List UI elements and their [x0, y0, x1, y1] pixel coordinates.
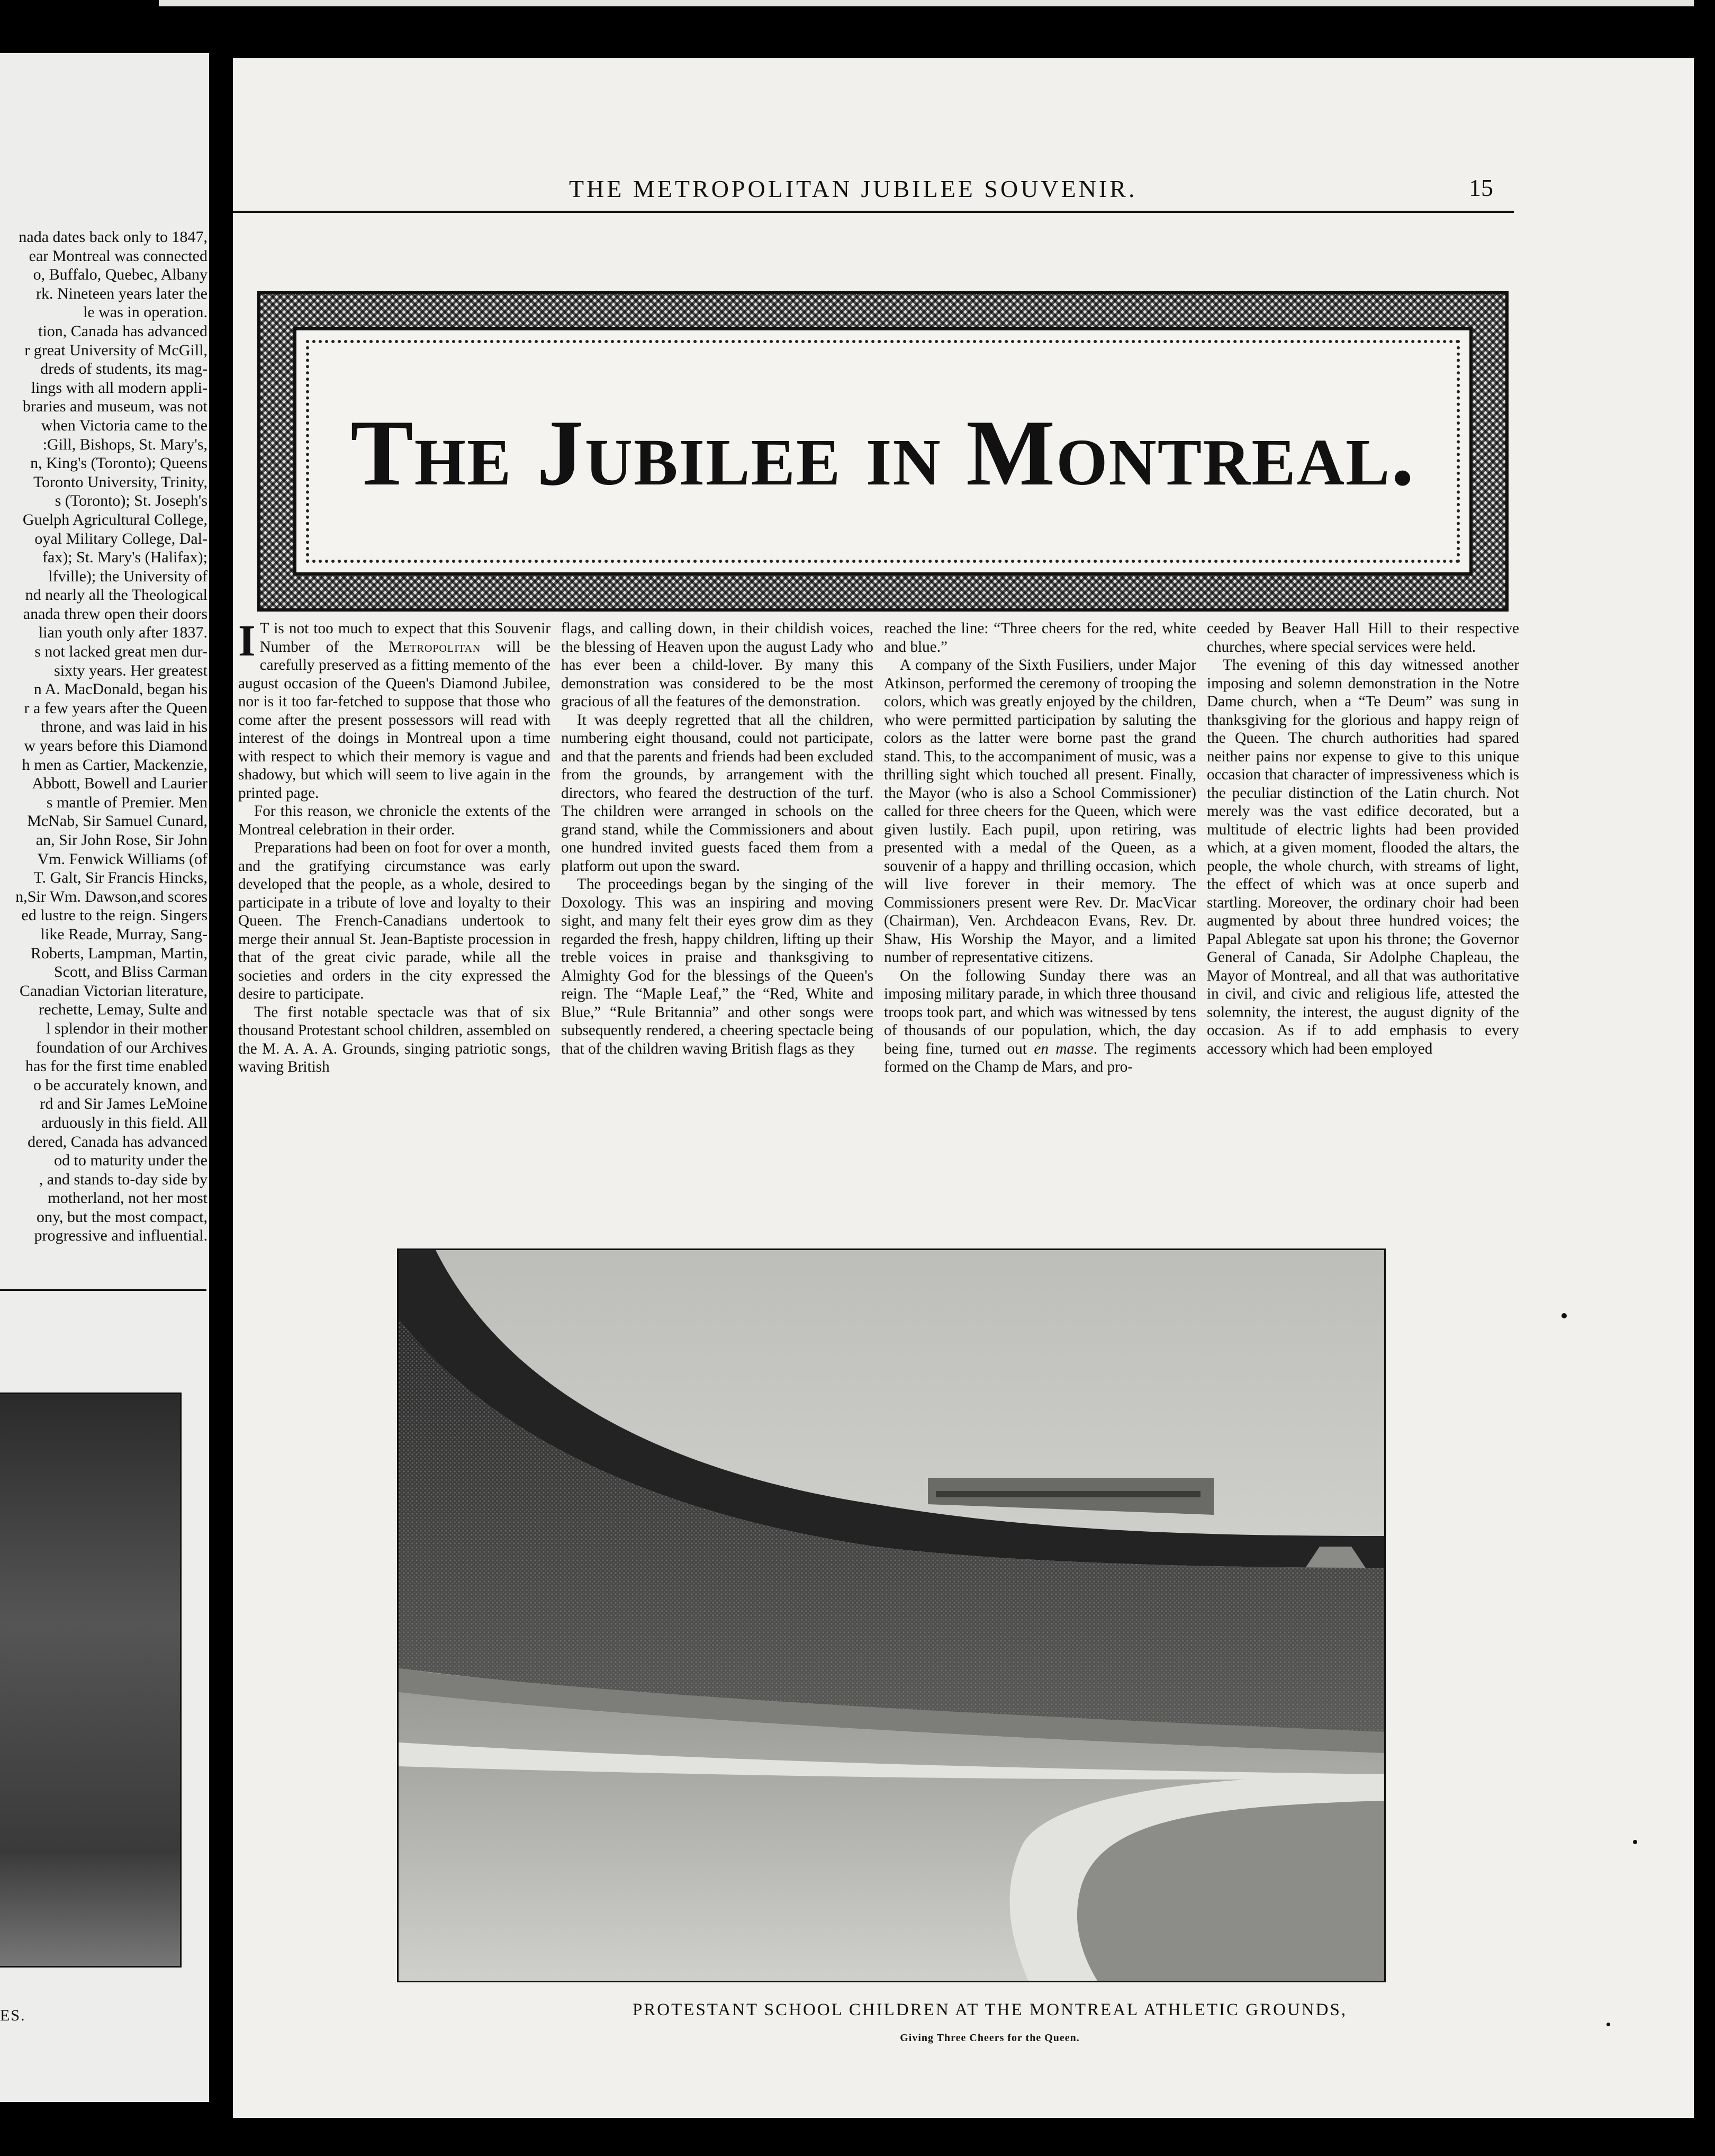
paragraph: A company of the Sixth Fusiliers, under Major Atkinson, performed the ceremony of trooping the colors, which was greatly enjoyed by the children, who were permitted participation by saluting the colors as the latter were borne past the grand stand. This, to the accompaniment of music, was a thrilling sight which touched all present. Finally, the Mayor (who is also a School Commissioner) called for three cheers for the Queen, which were given lustily. Each pupil, upon retiring, was presented with a medal of the Queen, as a souvenir of a happy and thrilling occasion, which will live forever in their memory. The Commissioners present were Rev. Dr. MacVicar (Chairman), Ven. Archdeacon Evans, Rev. Dr. Shaw, His Worship the Mayor, and a limited number of representative citizens. — [884, 657, 1196, 966]
previous-page-line: has for the first time enabled — [25, 1057, 207, 1075]
paragraph: reached the line: “Three cheers for the red, white and blue.” — [884, 620, 1196, 655]
previous-page-line: od to maturity under the — [54, 1152, 207, 1170]
stadium-photograph — [397, 1248, 1386, 1982]
previous-page-line: fax); St. Mary's (Halifax); — [42, 549, 207, 567]
previous-page-line: r a few years after the Queen — [24, 699, 207, 717]
previous-page-line: T. Galt, Sir Francis Hincks, — [33, 869, 207, 887]
previous-page-line: Canadian Victorian literature, — [19, 982, 207, 1000]
previous-page-line: tion, Canada has advanced — [38, 322, 207, 340]
paragraph: On the following Sunday there was an imposing military parade, in which three thousand troops took part, and which was witnessed by tens of thousands of our population, which, the day being fine, turned out en masse. The regiments formed on the Champ de Mars, and pro- — [884, 967, 1196, 1075]
paragraph: The first notable spectacle was that of six thousand Protestant school children, assembled on the M. A. A. A. Grounds, singing patriotic songs, waving British — [238, 1003, 550, 1075]
previous-page-line: Roberts, Lampman, Martin, — [30, 944, 207, 962]
previous-page-line: rk. Nineteen years later the — [35, 284, 207, 302]
paragraph: Preparations had been on foot for over a month, and the gratifying circumstance was early developed that the people, as a whole, desired to participate in a tribute of love and loyalty to their Queen. The French-Canadians undertook to merge their annual St. Jean-Baptiste procession in that of the great civic parade, while all the societies and orders in the city expressed the desire to participate. — [238, 839, 550, 1002]
paragraph: ceeded by Beaver Hall Hill to their respective churches, where special services were held. — [1207, 620, 1519, 655]
previous-page-line: lian youth only after 1837. — [38, 624, 207, 642]
previous-page-fragment — [0, 53, 209, 2102]
title-banner — [257, 291, 1509, 612]
article-column-2 — [561, 619, 873, 1058]
previous-page-line: le was in operation. — [83, 303, 207, 321]
previous-page-line: when Victoria came to the — [41, 416, 207, 434]
photo-caption: PROTESTANT SCHOOL CHILDREN AT THE MONTREAL ATHLETIC GROUNDS, — [632, 2000, 1348, 2019]
previous-page-line: dreds of students, its mag- — [40, 360, 207, 378]
previous-page-line: nd nearly all the Theological — [25, 586, 207, 604]
scan-top-edge — [159, 0, 1694, 6]
previous-page-line: :Gill, Bishops, St. Mary's, — [42, 435, 207, 453]
previous-page-line: n,Sir Wm. Dawson,and scores — [15, 887, 207, 905]
previous-page-line: o, Buffalo, Quebec, Albany — [33, 266, 207, 284]
page — [233, 58, 1694, 2118]
previous-page-line: Scott, and Bliss Carman — [54, 963, 207, 981]
scan-speck — [1561, 1313, 1567, 1318]
running-title: THE METROPOLITAN JUBILEE SOUVENIR. — [569, 175, 1138, 202]
previous-page-photo — [0, 1393, 182, 1968]
previous-page-rule — [0, 1289, 206, 1291]
previous-page-line: rechette, Lemay, Sulte and — [39, 1001, 207, 1019]
magazine-name: Metropolitan — [389, 638, 481, 655]
article-column-1 — [238, 619, 550, 1076]
previous-page-line: braries and museum, was not — [22, 398, 207, 416]
previous-page-line: s mantle of Premier. Men — [46, 793, 207, 811]
previous-page-line: an, Sir John Rose, Sir John — [35, 831, 207, 849]
previous-page-line: r great University of McGill, — [24, 341, 207, 359]
previous-page-line: McNab, Sir Samuel Cunard, — [27, 812, 207, 830]
paragraph: The proceedings began by the singing of the Doxology. This was an inspiring and moving sight, and many felt their eyes grow dim as they regarded the fresh, happy children, lifting up their treble voices in praise and thanksgiving to Almighty God for the blessings of the Queen's reign. The “Maple Leaf,” the “Red, White and Blue,” “Rule Britannia” and other songs were subsequently rendered, a cheering spectacle being that of the children waving British flags as they — [561, 876, 873, 1057]
paragraph: For this reason, we chronicle the extents of the Montreal celebration in their order. — [238, 803, 550, 838]
previous-page-line: throne, and was laid in his — [41, 718, 207, 736]
article-title: The Jubilee in Montreal. — [350, 400, 1415, 505]
page-number: 15 — [1469, 174, 1493, 201]
article-body — [238, 619, 1530, 1207]
previous-page-line: Vm. Fenwick Williams (of — [37, 850, 207, 868]
previous-page-line: foundation of our Archives — [35, 1038, 207, 1056]
previous-page-line: sixty years. Her greatest — [54, 661, 207, 679]
previous-page-line: s not lacked great men dur- — [34, 643, 207, 661]
previous-page-line: motherland, not her most — [48, 1189, 207, 1207]
paragraph: It was deeply regretted that all the children, numbering eight thousand, could not participate, and that the parents and friends had been excluded from the grounds, by arrangement with the directors, who feared the destruction of the turf. The children were arranged in schools on the grand stand, while the Commissioners and about one hundred invited guests faced them from a platform out upon the sward. — [561, 711, 873, 875]
paragraph: flags, and calling down, in their childish voices, the blessing of Heaven upon the august Lady who has ever been a child-lover. By many this demonstration was considered to be the most gracious of all the features of the demonstration. — [561, 620, 873, 710]
previous-page-line: n A. MacDonald, began his — [33, 680, 207, 698]
previous-page-line: ed lustre to the reign. Singers — [21, 906, 207, 924]
previous-page-line: s (Toronto); St. Joseph's — [55, 492, 207, 510]
previous-page-line: ony, but the most compact, — [37, 1208, 207, 1226]
previous-page-line: progressive and influential. — [34, 1227, 207, 1245]
previous-page-line: arduously in this field. All — [41, 1113, 207, 1131]
article-column-3 — [884, 619, 1196, 1076]
previous-page-line: rd and Sir James LeMoine — [40, 1095, 207, 1113]
previous-page-line: nada dates back only to 1847, — [19, 228, 207, 246]
header-rule — [233, 211, 1514, 213]
photo-subcaption: Giving Three Cheers for the Queen. — [900, 2032, 1080, 2044]
previous-page-line: lings with all modern appli- — [31, 379, 207, 397]
previous-page-line: o be accurately known, and — [33, 1076, 207, 1094]
previous-page-line: w years before this Diamond — [24, 737, 207, 755]
previous-page-line: n, King's (Toronto); Queens — [30, 454, 207, 472]
previous-page-line: Abbott, Bowell and Laurier — [32, 775, 207, 793]
emphasis: en masse — [1034, 1040, 1094, 1057]
previous-page-line: h men as Cartier, Mackenzie, — [22, 756, 207, 774]
previous-page-text-column — [0, 228, 207, 1245]
previous-page-line: lfville); the University of — [48, 567, 207, 585]
paragraph: The evening of this day witnessed another imposing and solemn demonstration in the Notre Dame church, when a “Te Deum” was sung in thanksgiving for the glorious and happy reign of the Queen. The church authorities had spared neither pains nor expense to give to this unique occasion that character of impressiveness which is the peculiar distinction of the Latin church. Not merely was the vast edifice decorated, but a multitude of electric lights had been provided which, at a given moment, flooded the altars, the people, the whole church, with streams of light, the effect of which was at once superb and startling. Moreover, the ordinary choir had been augmented by about three hundred voices; the Papal Ablegate sat upon his throne; the Governor General of Canada, Sir Adolphe Chapleau, the Mayor of Montreal, and all that was authoritative in civil, and civic and religious life, attested the solemnity, the interest, the august dignity of the occasion. As if to add emphasis to every accessory which had been employed — [1207, 657, 1519, 1057]
previous-page-line: anada threw open their doors — [23, 605, 207, 623]
banner-panel — [293, 327, 1473, 576]
drop-cap: I — [238, 619, 256, 666]
paragraph: I T is not too much to expect that this Souvenir Number of the Metropolitan will be carefully preserved as a fitting memento of the august occasion of the Queen's Diamond Jubilee, nor is it too far-fetched to suppose that those who come after the present possessors will read with interest of the doings in Montreal upon a time with respect to which their memory is vague and shadowy, but which will seem to live again in the printed page. — [238, 619, 550, 802]
previous-page-line: dered, Canada has advanced — [28, 1133, 207, 1151]
previous-page-line: Guelph Agricultural College, — [22, 510, 207, 528]
previous-page-line: , and stands to-day side by — [39, 1170, 207, 1188]
article-column-4 — [1207, 619, 1519, 1058]
previous-page-line: oyal Military College, Dal- — [34, 529, 207, 547]
previous-page-line: ear Montreal was connected — [29, 247, 207, 265]
previous-page-line: Toronto University, Trinity, — [33, 473, 207, 491]
previous-page-line: like Reade, Murray, Sang- — [40, 925, 207, 943]
previous-page-caption: ES. — [0, 2007, 26, 2024]
previous-page-line: l splendor in their mother — [46, 1019, 207, 1037]
scan-speck — [1606, 2023, 1610, 2026]
scan-speck — [1633, 1840, 1637, 1844]
